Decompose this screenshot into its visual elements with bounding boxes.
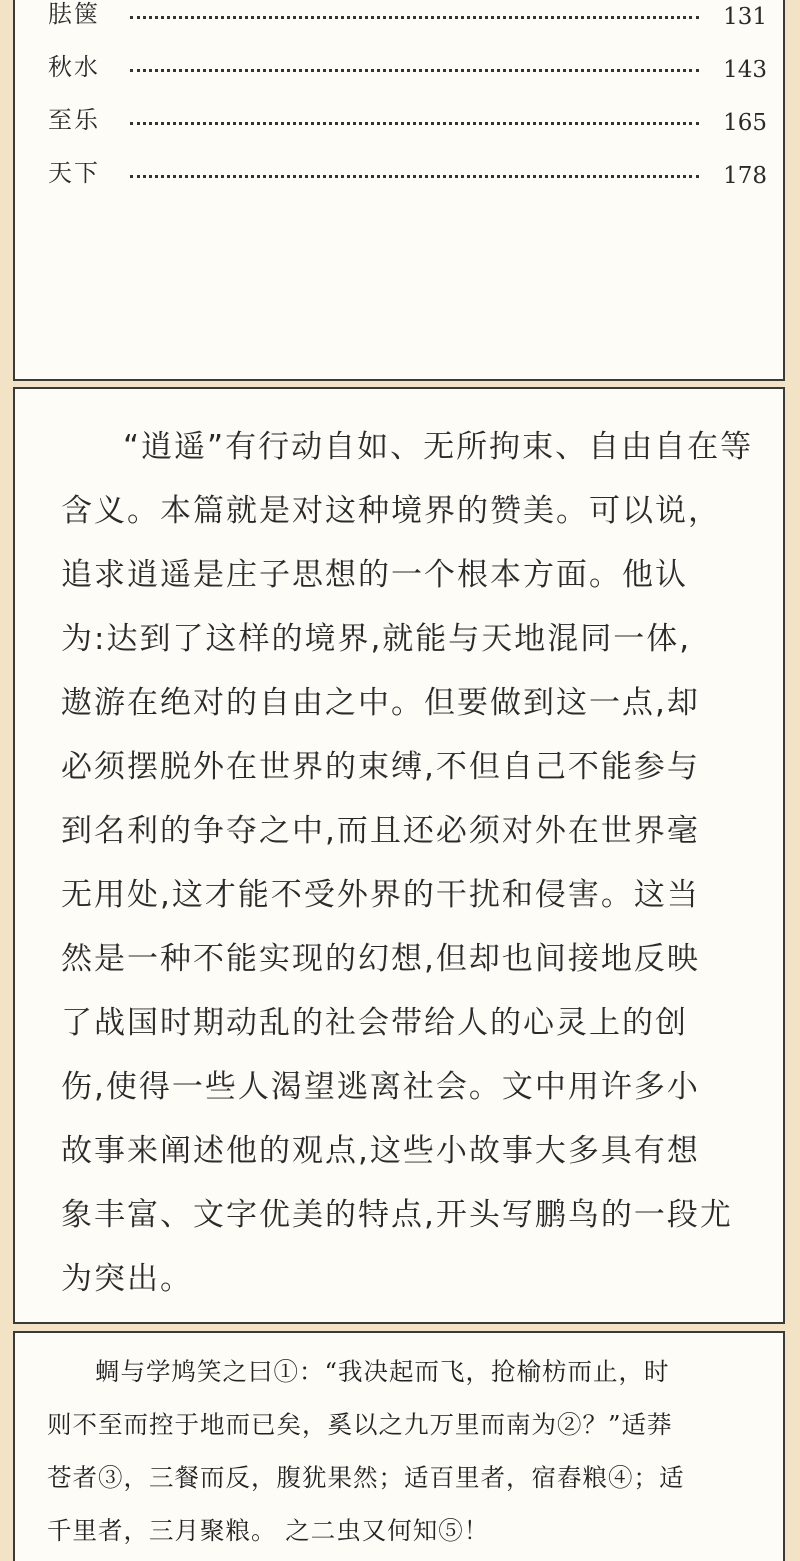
- toc-entry-title: 秋水: [48, 53, 100, 81]
- intro-paragraph-line: 为突出。: [61, 1261, 193, 1297]
- excerpt-line: 千里者，三月聚粮。 之二虫又何知⑤！: [47, 1516, 490, 1545]
- intro-paragraph-line: 为:达到了这样的境界,就能与天地混同一体,: [61, 621, 692, 657]
- chapter-introduction-panel: [13, 387, 785, 1324]
- table-of-contents-panel: [13, 0, 785, 381]
- intro-paragraph-line: 含义。本篇就是对这种境界的赞美。可以说，: [61, 493, 721, 529]
- toc-entry[interactable]: [48, 158, 767, 188]
- toc-leader-dots: [130, 175, 699, 178]
- source-text-excerpt-panel: [13, 1331, 785, 1561]
- intro-paragraph-line: 无用处,这才能不受外界的干扰和侵害。这当: [61, 877, 700, 913]
- toc-entry-page: 165: [723, 110, 767, 136]
- intro-paragraph-line: 然是一种不能实现的幻想,但却也间接地反映: [61, 941, 700, 977]
- toc-entry-page: 143: [723, 57, 767, 83]
- toc-entry[interactable]: [48, 105, 767, 135]
- intro-paragraph-line: “逍遥”有行动自如、无所拘束、自由自在等: [123, 429, 754, 465]
- toc-entry-title: 天下: [48, 159, 100, 187]
- intro-paragraph-line: 遨游在绝对的自由之中。但要做到这一点,却: [61, 685, 700, 721]
- toc-entry-title: 至乐: [48, 106, 100, 134]
- toc-leader-dots: [130, 16, 699, 19]
- toc-entry-title: 胠箧: [48, 0, 100, 28]
- toc-entry[interactable]: [48, 0, 767, 29]
- excerpt-line: 则不至而控于地而已矣，奚以之九万里而南为②？”适莽: [47, 1410, 673, 1439]
- intro-paragraph-line: 象丰富、文字优美的特点,开头写鹏鸟的一段尤: [61, 1197, 733, 1233]
- toc-leader-dots: [130, 69, 699, 72]
- intro-paragraph-line: 伤,使得一些人渴望逃离社会。文中用许多小: [61, 1069, 700, 1105]
- excerpt-line: 苍者③，三餐而反，腹犹果然；适百里者，宿舂粮④；适: [47, 1463, 685, 1492]
- toc-entry-page: 178: [723, 163, 767, 189]
- intro-paragraph-line: 追求逍遥是庄子思想的一个根本方面。他认: [61, 557, 688, 593]
- toc-entry-page: 131: [723, 4, 767, 30]
- intro-paragraph-line: 到名利的争夺之中,而且还必须对外在世界毫: [61, 813, 700, 849]
- intro-paragraph-line: 必须摆脱外在世界的束缚,不但自己不能参与: [61, 749, 700, 785]
- intro-paragraph-line: 了战国时期动乱的社会带给人的心灵上的创: [61, 1005, 688, 1041]
- toc-leader-dots: [130, 122, 699, 125]
- intro-paragraph-line: 故事来阐述他的观点,这些小故事大多具有想: [61, 1133, 700, 1169]
- toc-entry[interactable]: [48, 52, 767, 82]
- excerpt-line: 蜩与学鸠笑之曰①：“我决起而飞，抢榆枋而止，时: [95, 1357, 670, 1386]
